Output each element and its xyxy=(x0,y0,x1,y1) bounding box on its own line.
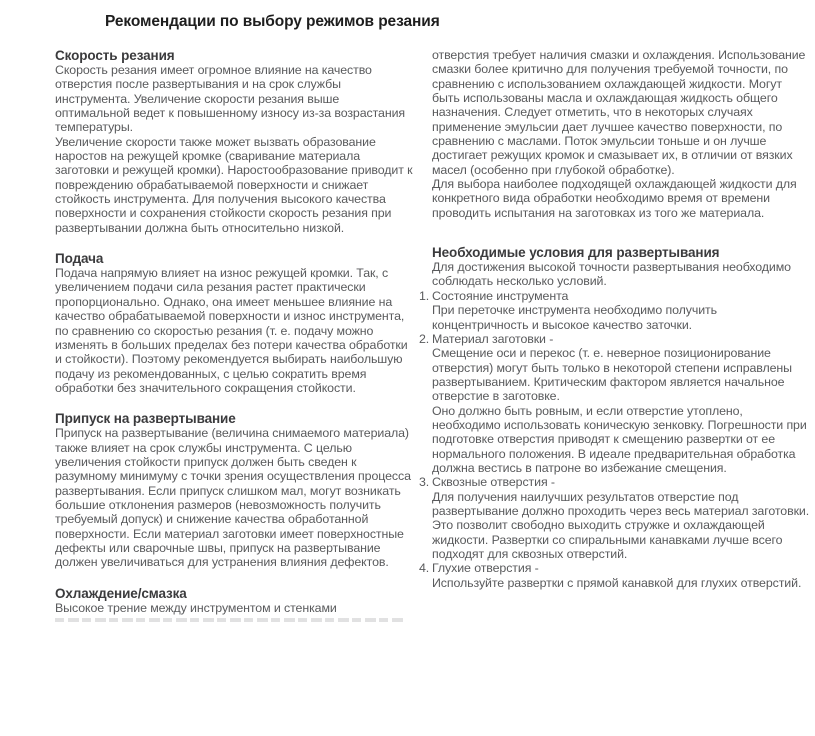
list-item-title: Глухие отверстия - xyxy=(432,561,539,576)
list-item-through-holes xyxy=(419,475,810,561)
conditions-list xyxy=(419,288,810,590)
list-item-title: Состояние инструмента xyxy=(432,288,569,303)
paragraph: Используйте развертки с прямой канавкой для глухих отверстий. xyxy=(432,575,802,590)
section-heading: Охлаждение/смазка xyxy=(55,585,187,601)
section-cutting-speed xyxy=(55,48,417,235)
list-item-workpiece-material xyxy=(419,332,810,475)
section-heading: Скорость резания xyxy=(55,48,175,63)
section-feed xyxy=(55,251,417,395)
paragraph: Для достижения высокой точности развертывания необходимо соблюдать несколько условий. xyxy=(432,260,791,289)
list-number: 3. xyxy=(419,475,430,490)
list-item-title: Сквозные отверстия - xyxy=(432,475,555,490)
list-number: 1. xyxy=(419,288,430,303)
paragraph: Высокое трение между инструментом и стенками xyxy=(55,600,337,615)
paragraph: Увеличение скорости также может вызвать образование наростов на режущей кромке (сваривание материала заготовки и режущей кромки). Наростообразование приводит к повреждению обрабатываемой поверхности и снижает стойкость инструмента. Для получения высокого качества поверхности и сохранения стойкости скорость резания при развертывании должна быть относительно низкой. xyxy=(55,134,413,235)
paragraph: Подача напрямую влияет на износ режущей кромки. Так, с увеличением подачи сила резания растет практически пропорционально. Однако, она имеет меньшее влияние на качество обрабатываемой поверхности и износ инструмента, по сравнению со скоростью резания (т. е. подачу можно изменять в больших пределах без потери качества обработки и стойкости). Поэтому рекомендуется выбирать наибольшую подачу из рекомендованных, с целью сократить время обработки без значительного сокращения стойкости. xyxy=(55,266,408,395)
list-number: 4. xyxy=(419,561,430,576)
section-heading: Припуск на развертывание xyxy=(55,411,236,427)
paragraph: Для получения наилучших результатов отверстие под развертывание должно проходить через весь материал заготовки. Это позволит свободно выходить стружке и охлаждающей жидкости. Развертки со спиральными канавками лучше всего подходят для сквозных отверстий. xyxy=(432,489,810,561)
section-reaming-conditions xyxy=(419,245,810,590)
section-cooling-continuation xyxy=(432,48,810,220)
paragraph: отверстия требует наличия смазки и охлаждения. Использование смазки более критично для получения требуемой точности, по сравнению с использованием охлаждающей жидкости. Могут быть использованы масла и охлаждающая жидкость общего назначения. Следует отметить, что в некоторых случаях применение эмульсии дает лучшее качество поверхности, по сравнению с маслами. Поток эмульсии тоньше и он лучше достигает режущих кромок и смазывает их, в отличии от вязких масел (особенно при глубокой обработке). xyxy=(432,48,806,177)
paragraph: Припуск на развертывание (величина снимаемого материала) также влияет на срок службы инструмента. С целью увеличения стойкости припуск должен быть сведен к разумному минимуму с точки зрения осуществления процесса развертывания. Если припуск слишком мал, могут возникать большие отклонения размеров (невозможность получить требуемый допуск) и снижение качества обработанной поверхности. Если материал заготовки имеет поверхностные дефекты или сварочные швы, припуск на развертывание должен увеличиваться для устранения влияния дефектов. xyxy=(55,426,411,570)
page-title: Рекомендации по выбору режимов резания xyxy=(105,13,440,30)
paragraph: Смещение оси и перекос (т. е. неверное позиционирование отверстия) могут быть только в некоторой степени исправлены развертыванием. Критическим фактором является начальное отверстие в заготовке. xyxy=(432,346,792,404)
paragraph: Для выбора наиболее подходящей охлаждающей жидкости для конкретного вида обработки необходимо время от времени проводить испытания на заготовках из того же материала. xyxy=(432,177,797,220)
paragraph: Скорость резания имеет огромное влияние на качество отверстия после развертывания и на срок службы инструмента. Увеличение скорости резания выше оптимальной ведет к повышенному износу из-за возрастания температуры. xyxy=(55,63,406,135)
paragraph: При переточке инструмента необходимо получить концентричность и высокое качество заточки. xyxy=(432,303,717,332)
section-heading: Необходимые условия для развертывания xyxy=(432,245,720,261)
list-item-blind-holes xyxy=(419,561,810,590)
paragraph: Оно должно быть ровным, и если отверстие утоплено, необходимо использовать коническую зенковку. Погрешности при подготовке отверстия приводят к смещению развертки от ее нормального положения. В идеале предварительная обработка должна вестись в патроне во избежание смещения. xyxy=(432,403,807,475)
section-heading: Подача xyxy=(55,251,104,267)
clipped-text-line xyxy=(55,618,403,622)
right-column xyxy=(419,48,810,622)
list-item-title: Материал заготовки - xyxy=(432,331,554,346)
section-cooling-lubrication xyxy=(55,586,417,622)
list-item-tool-condition xyxy=(419,289,810,332)
two-column-layout xyxy=(0,48,815,622)
section-reaming-allowance xyxy=(55,411,417,569)
list-number: 2. xyxy=(419,331,430,346)
left-column xyxy=(55,48,417,622)
